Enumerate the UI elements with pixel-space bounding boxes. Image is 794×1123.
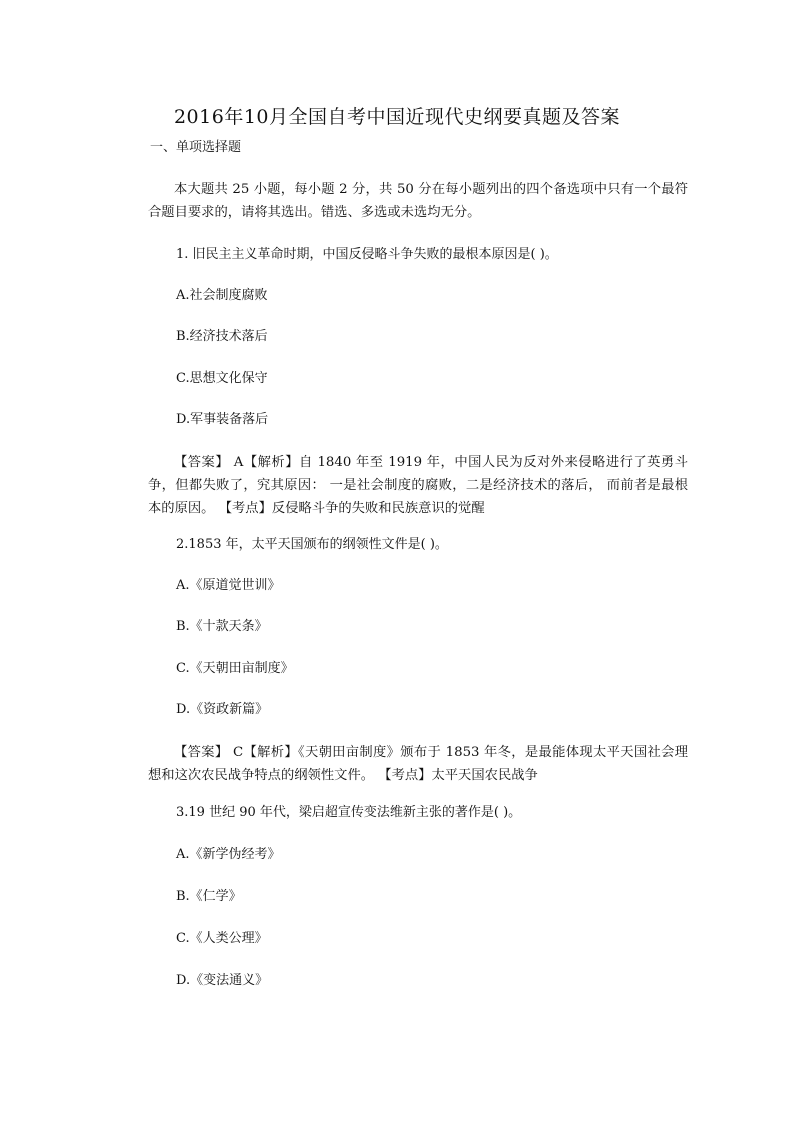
document-title: 2016年10月全国自考中国近现代史纲要真题及答案 bbox=[173, 106, 621, 128]
question-2-option-c: C.《天朝田亩制度》 bbox=[176, 661, 294, 676]
question-2-answer: 【答案】 C【解析】《天朝田亩制度》颁布于 1853 年冬，是最能体现太平天国社会理想和这次农民战争特点的纲领性文件。 【考点】太平天国农民战争 bbox=[148, 745, 688, 783]
question-1-stem: 1. 旧民主主义革命时期，中国反侵略斗争失败的最根本原因是( )。 bbox=[176, 247, 558, 262]
question-2-option-a: A.《原道觉世训》 bbox=[176, 578, 281, 593]
instructions-paragraph: 本大题共 25 小题，每小题 2 分，共 50 分在每小题列出的四个备选项中只有一个最符合题目要求的，请将其选出。错选、多选或未选均无分。 bbox=[148, 182, 688, 220]
question-1-option-c: C.思想文化保守 bbox=[176, 371, 268, 386]
question-3-option-d: D.《变法通义》 bbox=[176, 973, 269, 988]
question-3-option-c: C.《人类公理》 bbox=[176, 931, 268, 946]
section-heading: 一、单项选择题 bbox=[150, 140, 242, 155]
question-2-option-b: B.《十款天条》 bbox=[176, 619, 268, 634]
question-2-option-d: D.《资政新篇》 bbox=[176, 702, 269, 717]
question-3-option-b: B.《仁学》 bbox=[176, 889, 242, 904]
question-1-option-d: D.军事装备落后 bbox=[176, 412, 269, 427]
question-3-stem: 3.19 世纪 90 年代，梁启超宣传变法维新主张的著作是( )。 bbox=[176, 805, 522, 820]
question-3-option-a: A.《新学伪经考》 bbox=[176, 847, 281, 862]
question-1-option-a: A.社会制度腐败 bbox=[176, 288, 268, 303]
question-1-answer: 【答案】 A【解析】自 1840 年至 1919 年，中国人民为反对外来侵略进行了英勇斗争，但都失败了，究其原因： 一是社会制度的腐败，二是经济技术的落后， 而前者是最根本的原因。 【考点】反侵略斗争的失败和民族意识的觉醒 bbox=[148, 455, 688, 516]
question-1-option-b: B.经济技术落后 bbox=[176, 329, 268, 344]
question-2-stem: 2.1853 年，太平天国颁布的纲领性文件是( )。 bbox=[176, 537, 448, 552]
